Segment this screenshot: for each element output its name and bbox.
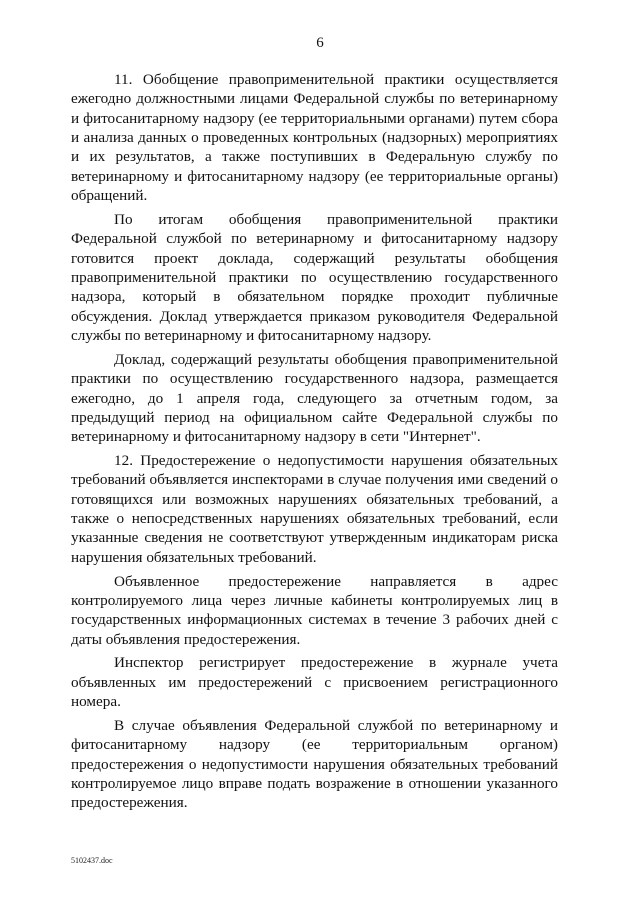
paragraph-11-generalization: 11. Обобщение правоприменительной практики осуществляется ежегодно должностными лицами Федеральной службы по ветеринарному и фитосанитарному надзору (ее территориальными органами) путем сбора и анализа данных о проведенных контрольных (надзорных) мероприятиях и их результатов, а также поступивших в Федеральную службу по ветеринарному и фитосанитарному надзору (ее территориальные органы) обращений.	[71, 71, 558, 205]
paragraph-12-warning: 12. Предостережение о недопустимости нарушения обязательных требований объявляется инспекторами в случае получения ими сведений о готовящихся или возможных нарушениях обязательных требований, а также о непосредственных нарушениях обязательных требований, если указанные сведения не соответствуют утвержденным индикаторам риска нарушения обязательных требований.	[71, 452, 558, 566]
footer-doc-id: 5102437.doc	[71, 856, 113, 865]
paragraph-warning-registration: Инспектор регистрирует предостережение в журнале учета объявленных им предостережений с присвоением регистрационного номера.	[71, 654, 558, 711]
document-body	[71, 70, 558, 813]
paragraph-objection-right: В случае объявления Федеральной службой по ветеринарному и фитосанитарному надзору (ее территориальным органом) предостережения о недопустимости нарушения обязательных требований контролируемое лицо вправе подать возражение в отношении указанного предостережения.	[71, 717, 558, 812]
paragraph-report-preparation: По итогам обобщения правоприменительной практики Федеральной службой по ветеринарному и фитосанитарному надзору готовится проект доклада, содержащий результаты обобщения правоприменительной практики по осуществлению государственного надзора, который в обязательном порядке проходит публичные обсуждения. Доклад утверждается приказом руководителя Федеральной службы по ветеринарному и фитосанитарному надзору.	[71, 210, 558, 344]
paragraph-report-publication: Доклад, содержащий результаты обобщения правоприменительной практики по осуществлению государственного надзора, размещается ежегодно, до 1 апреля года, следующего за отчетным годом, за предыдущий период на официальном сайте Федеральной службы по ветеринарному и фитосанитарному надзору в сети "Интернет".	[71, 350, 558, 446]
page-number: 6	[316, 35, 324, 51]
paragraph-warning-delivery: Объявленное предостережение направляется в адрес контролируемого лица через личные кабинеты контролируемых лиц в государственных информационных системах в течение 3 рабочих дней с даты объявления предостережения.	[71, 572, 558, 648]
